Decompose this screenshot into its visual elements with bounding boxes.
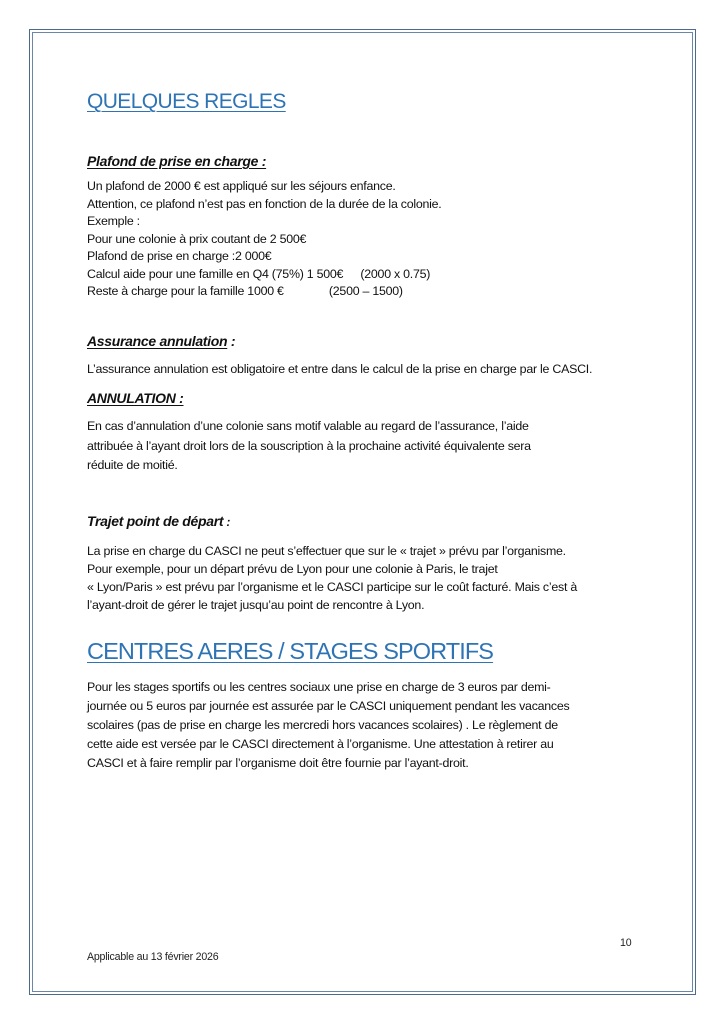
section-title-centres-aeres: CENTRES AERES / STAGES SPORTIFS bbox=[87, 638, 494, 664]
heading-annulation bbox=[87, 390, 183, 406]
annulation-line: attribuée à l’ayant droit lors de la souscription à la prochaine activité équivalente sera bbox=[87, 438, 531, 453]
centres-line: CASCI et à faire remplir par l’organisme doit être fournie par l’ayant-droit. bbox=[87, 756, 469, 770]
centres-line: cette aide est versée par le CASCI directement à l’organisme. Une attestation à retirer au bbox=[87, 737, 554, 751]
annulation-paragraph bbox=[87, 417, 531, 476]
heading-assurance-text: Assurance annulation bbox=[87, 333, 228, 349]
heading-assurance-colon: : bbox=[227, 333, 236, 349]
plafond-line: Exemple : bbox=[87, 214, 140, 228]
plafond-line: Attention, ce plafond n’est pas en fonction de la durée de la colonie. bbox=[87, 196, 442, 211]
assurance-paragraph bbox=[87, 361, 592, 379]
heading-trajet bbox=[87, 513, 230, 529]
assurance-line: L’assurance annulation est obligatoire et entre dans le calcul de la prise en charge par le CASCI. bbox=[87, 362, 593, 376]
reste-formula: (2500 – 1500) bbox=[328, 284, 403, 298]
trajet-line: Pour exemple, pour un départ prévu de Lyon pour une colonie à Paris, le trajet bbox=[87, 562, 498, 576]
plafond-line: Un plafond de 2000 € est appliqué sur les séjours enfance. bbox=[87, 179, 396, 193]
trajet-line: l’ayant-droit de gérer le trajet jusqu’au point de rencontre à Lyon. bbox=[87, 598, 425, 612]
trajet-paragraph bbox=[87, 542, 577, 614]
reste-label: Reste à charge pour la famille 1000 € bbox=[87, 284, 284, 298]
heading-trajet-text: Trajet point de départ bbox=[87, 513, 224, 529]
trajet-line: La prise en charge du CASCI ne peut s’effectuer que sur le « trajet » prévu par l’organisme. bbox=[87, 544, 566, 558]
heading-assurance bbox=[87, 333, 235, 349]
section-title-quelques-regles: QUELQUES REGLES bbox=[87, 90, 286, 113]
heading-plafond bbox=[87, 153, 266, 169]
centres-paragraph bbox=[87, 678, 569, 773]
calc-label: Calcul aide pour une famille en Q4 (75%) 1 500€ bbox=[87, 266, 344, 281]
plafond-paragraph bbox=[87, 178, 441, 301]
heading-plafond-text: Plafond de prise en charge : bbox=[87, 153, 267, 169]
page-number: 10 bbox=[620, 937, 632, 949]
plafond-line: Plafond de prise en charge :2 000€ bbox=[87, 249, 272, 263]
heading-trajet-colon: : bbox=[223, 515, 231, 529]
annulation-line: réduite de moitié. bbox=[87, 458, 178, 473]
page-border-inner bbox=[32, 32, 693, 992]
centres-line: scolaires (pas de prise en charge les mercredi hors vacances scolaires) . Le règlement de bbox=[87, 718, 558, 732]
calc-formula: (2000 x 0.75) bbox=[360, 266, 431, 281]
footer-applicable-date: Applicable au 13 février 2026 bbox=[87, 951, 219, 963]
annulation-line: En cas d’annulation d’une colonie sans motif valable au regard de l’assurance, l’aide bbox=[87, 419, 529, 433]
plafond-reste-line bbox=[87, 283, 441, 301]
heading-annulation-text: ANNULATION : bbox=[87, 390, 184, 406]
plafond-line: Pour une colonie à prix coutant de 2 500€ bbox=[87, 231, 307, 246]
trajet-line: « Lyon/Paris » est prévu par l’organisme et le CASCI participe sur le coût facturé. Mais c’est à bbox=[87, 580, 577, 594]
centres-line: Pour les stages sportifs ou les centres sociaux une prise en charge de 3 euros par demi- bbox=[87, 680, 551, 694]
centres-line: journée ou 5 euros par journée est assurée par le CASCI uniquement pendant les vacances bbox=[87, 699, 570, 713]
plafond-calc-line bbox=[87, 266, 441, 284]
